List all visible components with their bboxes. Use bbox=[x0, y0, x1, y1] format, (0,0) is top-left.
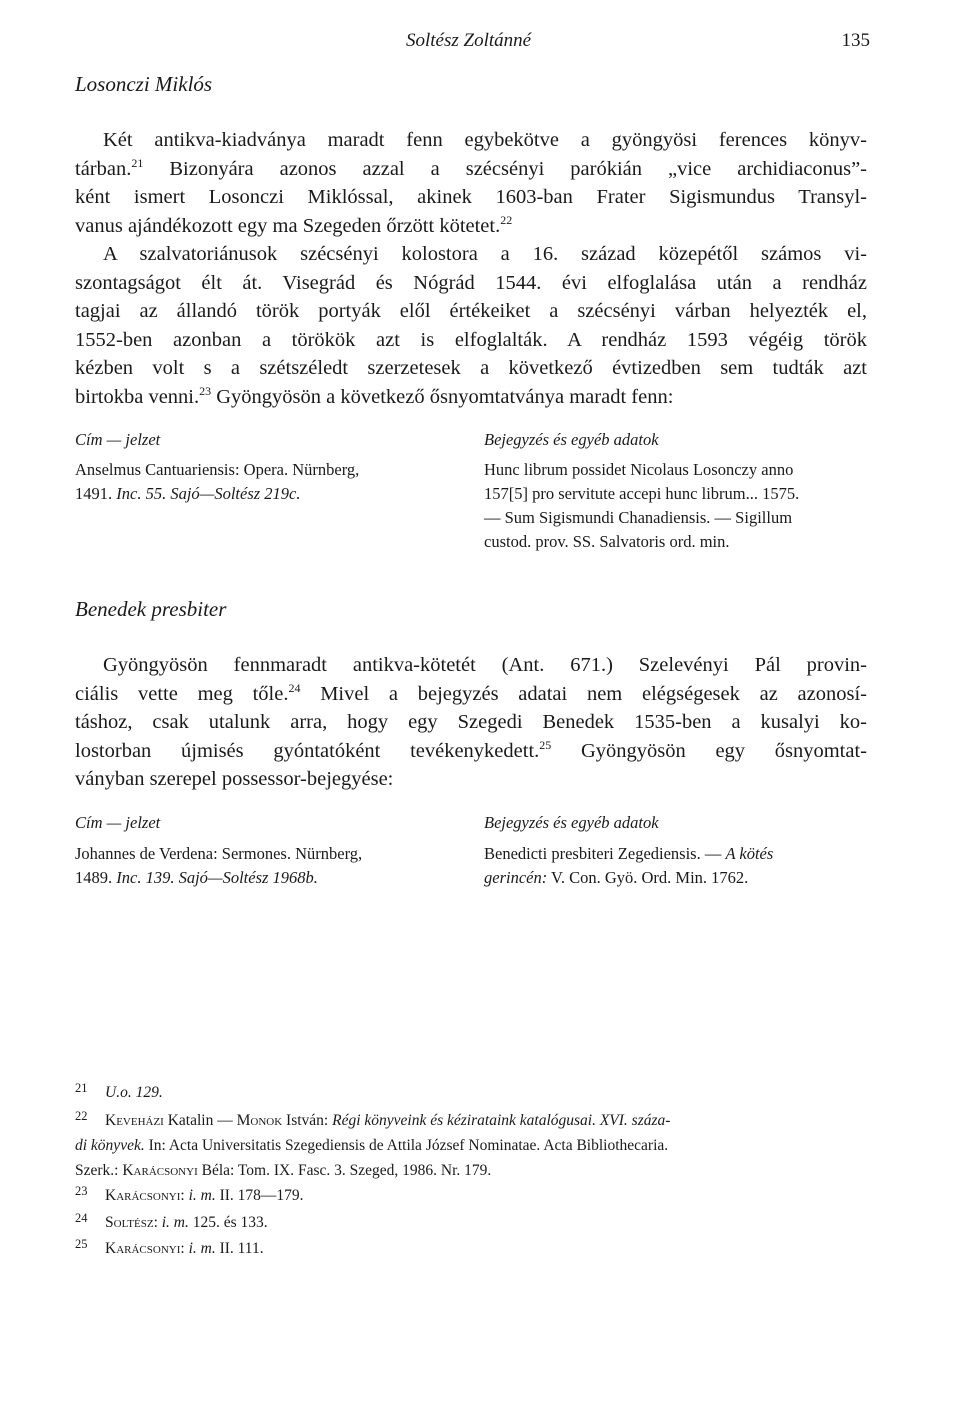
paragraph-benedek bbox=[75, 651, 867, 794]
section-title-losonczi: Losonczi Miklós bbox=[75, 72, 213, 96]
table2-right-header: Bejegyzés és egyéb adatok bbox=[484, 813, 659, 832]
footnote-ref: 21 bbox=[131, 155, 144, 170]
paragraph-line: A szalvatoriánusok szécsényi kolostora a 16. század közepétől számos vi- bbox=[103, 243, 867, 265]
paragraph-line: kézben volt s a szétszéledt szerzetesek a következő évtizedben sem tudták azt bbox=[75, 357, 867, 379]
table2-right-line bbox=[484, 842, 884, 866]
footnote-text: Katalin — bbox=[163, 1112, 237, 1129]
table2-left-header: Cím — jelzet bbox=[75, 813, 161, 832]
table1-right-line: 157[5] pro servitute accepi hunc librum... 1575. bbox=[484, 484, 800, 503]
table2-left-year: 1489. bbox=[75, 868, 117, 887]
page-number: 135 bbox=[841, 30, 870, 51]
footnote-text: In: Acta Universitatis Szegediensis de Attila József Nominatae. Acta Bibliothecaria. bbox=[144, 1137, 669, 1154]
footnote-text: 125. és 133. bbox=[188, 1214, 268, 1231]
table2-left-line bbox=[75, 866, 465, 890]
table2-left-entry bbox=[75, 842, 465, 890]
paragraph-line: Két antikva-kiadványa maradt fenn egybekötve a gyöngyösi ferences könyv- bbox=[103, 129, 867, 151]
footnote-abbrev: i. m. bbox=[188, 1187, 216, 1204]
paragraph-line: tárban.$^{21}$ Bizonyára azonos azzal a szécsényi parókián „vice archidiaconus”- bbox=[75, 155, 867, 180]
paragraph-line: szontagságot élt át. Visegrád és Nógrád 1544. évi elfoglalása után a rendház bbox=[75, 271, 867, 294]
table1-right-header: Bejegyzés és egyéb adatok bbox=[484, 430, 659, 449]
table1-right-line: Hunc librum possidet Nicolaus Losonczy anno bbox=[484, 460, 794, 479]
table1-left-ref: Inc. 55. Sajó—Soltész 219c. bbox=[116, 484, 301, 503]
table1-right-line: custod. prov. SS. Salvatoris ord. min. bbox=[484, 532, 730, 551]
footnote-text: : bbox=[180, 1240, 189, 1257]
footnote-author: Karácsonyi bbox=[105, 1240, 181, 1257]
footnote-24: 24 Soltész: i. m. 125. és 133. bbox=[75, 1211, 268, 1231]
paragraph-line: ványban szerepel possessor-bejegyése: bbox=[75, 768, 394, 790]
table2-right-text: V. Con. Gyö. Ord. Min. 1762. bbox=[547, 868, 749, 887]
footnote-author: Soltész bbox=[105, 1214, 154, 1231]
table2-right-note: A kötés bbox=[725, 844, 774, 863]
table1-right-entry bbox=[484, 458, 884, 554]
footnote-author: Karácsonyi bbox=[105, 1187, 181, 1204]
footnote-21: 21 U.o. 129. bbox=[75, 1081, 163, 1101]
footnote-text: II. 178—179. bbox=[215, 1187, 304, 1204]
footnote-text: II. 111. bbox=[215, 1240, 264, 1257]
table1-right-line: — Sum Sigismundi Chanadiensis. — Sigillum bbox=[484, 508, 793, 527]
table1-left-entry bbox=[75, 458, 465, 506]
table1-left-line bbox=[75, 482, 465, 506]
footnote-text: U.o. 129. bbox=[105, 1084, 163, 1101]
footnote-text: Béla: Tom. IX. Fasc. 3. Szeged, 1986. Nr. 179. bbox=[197, 1162, 492, 1179]
footnote-author: Karácsonyi bbox=[122, 1162, 198, 1179]
footnote-title: Régi könyveink és kézirataink katalógusai. XVI. száza- bbox=[332, 1112, 671, 1129]
paragraph-line: táshoz, csak utalunk arra, hogy egy Szegedi Benedek 1535-ben a kusalyi ko- bbox=[75, 711, 867, 733]
paragraph-losonczi bbox=[75, 126, 867, 411]
footnote-text: Szerk.: bbox=[75, 1162, 123, 1179]
footnote-text: : bbox=[153, 1214, 162, 1231]
footnote-text: István: bbox=[282, 1112, 333, 1129]
table2-left-ref: Inc. 139. Sajó—Soltész 1968b. bbox=[116, 868, 318, 887]
footnote-ref: 23 bbox=[199, 383, 212, 398]
footnote-25: 25 Karácsonyi: i. m. II. 111. bbox=[75, 1237, 264, 1257]
footnote-ref: 22 bbox=[500, 212, 513, 227]
footnote-abbrev: i. m. bbox=[161, 1214, 189, 1231]
section-title-benedek: Benedek presbiter bbox=[75, 597, 227, 621]
paragraph-line: Gyöngyösön fennmaradt antikva-kötetét (Ant. 671.) Szelevényi Pál provin- bbox=[103, 654, 867, 676]
table1-left-header: Cím — jelzet bbox=[75, 430, 161, 449]
table1-left-line: Anselmus Cantuariensis: Opera. Nürnberg, bbox=[75, 460, 360, 479]
table2-right-note: gerincén: bbox=[484, 868, 548, 887]
paragraph-line: ként ismert Losonczi Miklóssal, akinek 1603-ban Frater Sigismundus Transyl- bbox=[75, 186, 867, 208]
running-header-author: Soltész Zoltánné bbox=[406, 30, 532, 51]
paragraph-line: tagjai az állandó török portyák elől értékeiket a szécsényi várban helyezték el, bbox=[75, 300, 867, 322]
paragraph-line: vanus ajándékozott egy ma Szegeden őrzött kötetet.$^{22}$ bbox=[75, 212, 513, 237]
table1-left-year: 1491. bbox=[75, 484, 117, 503]
table2-left-line: Johannes de Verdena: Sermones. Nürnberg, bbox=[75, 844, 363, 863]
footnote-author: Keveházi bbox=[105, 1112, 164, 1129]
footnote-text: : bbox=[180, 1187, 189, 1204]
footnote-23: 23 Karácsonyi: i. m. II. 178—179. bbox=[75, 1184, 304, 1204]
paragraph-line: birtokba venni.$^{23}$ Gyöngyösön a következő ősnyomtatványa maradt fenn: bbox=[75, 383, 674, 408]
table2-right-line bbox=[484, 866, 884, 890]
footnote-ref: 24 bbox=[288, 680, 301, 695]
table2-right-text: Benedicti presbiteri Zegediensis. — bbox=[484, 844, 726, 863]
footnote-title: di könyvek. bbox=[75, 1137, 145, 1154]
paragraph-line: 1552-ben azonban a törökök azt is elfoglalták. A rendház 1593 végéig török bbox=[75, 328, 867, 351]
footnote-22: 22 Keveházi Katalin — Monok István: Régi könyveink és kézirataink katalógusai. XVI. száza- di könyvek. In: Acta Universitatis Szegediensis de Attila József Nominatae. Acta Bibliothecaria. Szerk.: Karácsonyi Béla: Tom. IX. Fasc. 3. Szeged, 1986. Nr. 179. bbox=[75, 1109, 671, 1179]
paragraph-line: ciális vette meg tőle.$^{24}$ Mivel a bejegyzés adatai nem elégségesek az azonosí- bbox=[75, 680, 867, 705]
paragraph-line: lostorban újmisés gyóntatóként tevékenykedett.$^{25}$ Gyöngyösön egy ősnyomtat- bbox=[75, 737, 867, 762]
footnote-ref: 25 bbox=[539, 737, 552, 752]
table2-right-entry bbox=[484, 842, 884, 890]
footnote-abbrev: i. m. bbox=[188, 1240, 216, 1257]
footnote-author: Monok bbox=[236, 1112, 283, 1129]
